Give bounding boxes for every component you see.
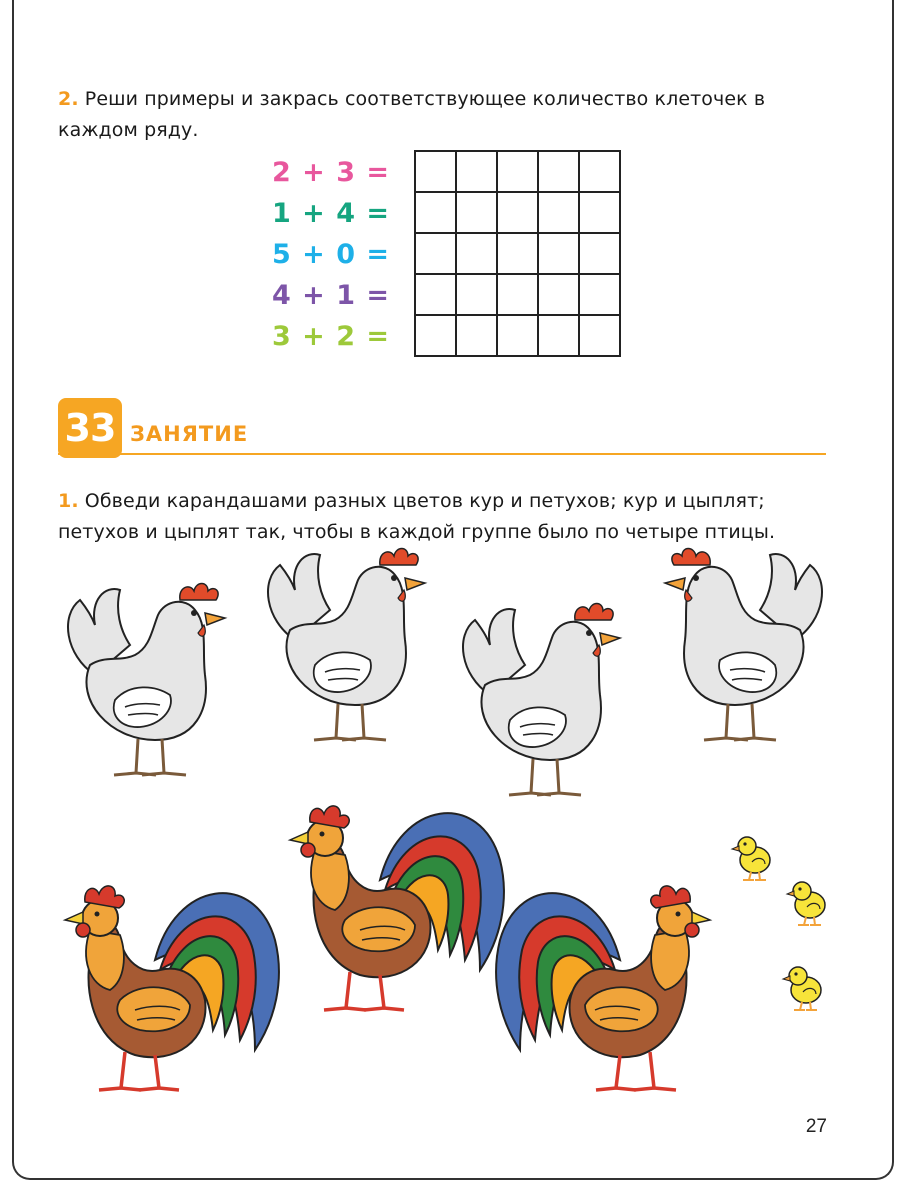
- chick-icon: [783, 967, 821, 1010]
- task-1-text: Обведи карандашами разных цветов кур и петухов; кур и цыплят; петухов и цыплят так, чтобы в каждой группе было по четыре птицы.: [58, 490, 776, 543]
- task-1-number: 1.: [58, 490, 79, 512]
- hen-icon: [268, 549, 425, 741]
- task-2-number: 2.: [58, 88, 79, 110]
- rooster-icon: [496, 886, 710, 1090]
- page-number: 27: [805, 1116, 827, 1137]
- task-2-text: Реши примеры и закрась соответствующее количество клеточек в каждом ряду.: [58, 88, 766, 141]
- equation-5: 3 + 2 =: [272, 321, 391, 352]
- equation-1: 2 + 3 =: [272, 157, 391, 188]
- equation-3: 5 + 0 =: [272, 239, 391, 270]
- chick-icon: [787, 882, 825, 925]
- hen-icon: [463, 604, 620, 796]
- lesson-title: ЗАНЯТИЕ: [130, 422, 249, 446]
- lesson-number-badge: 33: [58, 398, 122, 458]
- rooster-icon: [65, 886, 279, 1090]
- hen-icon: [68, 584, 225, 776]
- chick-icon: [732, 837, 770, 880]
- rooster-icon: [290, 806, 504, 1010]
- equation-2: 1 + 4 =: [272, 198, 391, 229]
- hen-icon: [665, 549, 822, 741]
- equation-4: 4 + 1 =: [272, 280, 391, 311]
